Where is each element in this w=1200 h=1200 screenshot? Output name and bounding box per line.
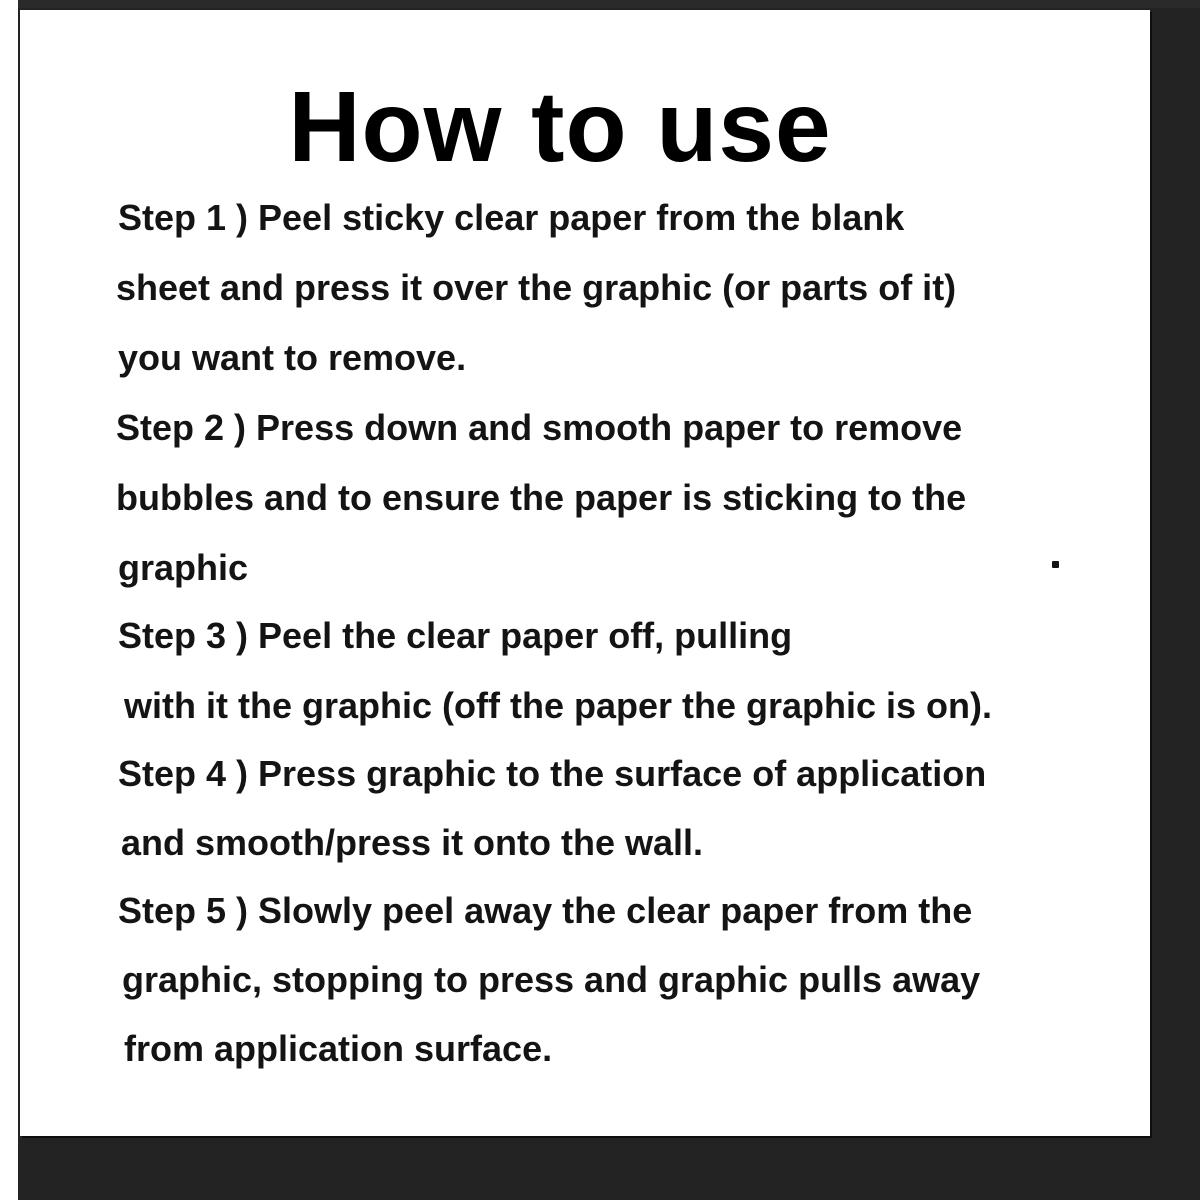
step-5-line-2: graphic, stopping to press and graphic pulls away [122,959,981,1000]
step-2-line-3: graphic [118,547,249,588]
step-1-line-1: Step 1 ) Peel sticky clear paper from the blank [118,197,905,238]
step-2-line-1: Step 2 ) Press down and smooth paper to remove [116,407,963,448]
step-4-line-2: and smooth/press it onto the wall. [121,822,704,863]
step-5-line-3: from application surface. [124,1028,553,1069]
stray-period-mark [1052,561,1059,568]
step-3-line-1: Step 3 ) Peel the clear paper off, pulling [118,615,793,656]
step-2-line-2: bubbles and to ensure the paper is sticking to the [116,477,967,518]
top-border [0,0,1200,8]
step-3-line-2: with it the graphic (off the paper the graphic is on). [124,685,993,726]
left-border [0,0,18,1200]
step-4-line-1: Step 4 ) Press graphic to the surface of application [118,753,987,794]
step-1-line-2: sheet and press it over the graphic (or parts of it) [116,267,957,308]
step-1-line-3: you want to remove. [118,337,467,378]
page-title: How to use [288,71,832,183]
instruction-card [20,10,1150,1136]
step-5-line-1: Step 5 ) Slowly peel away the clear paper from the [118,890,973,931]
